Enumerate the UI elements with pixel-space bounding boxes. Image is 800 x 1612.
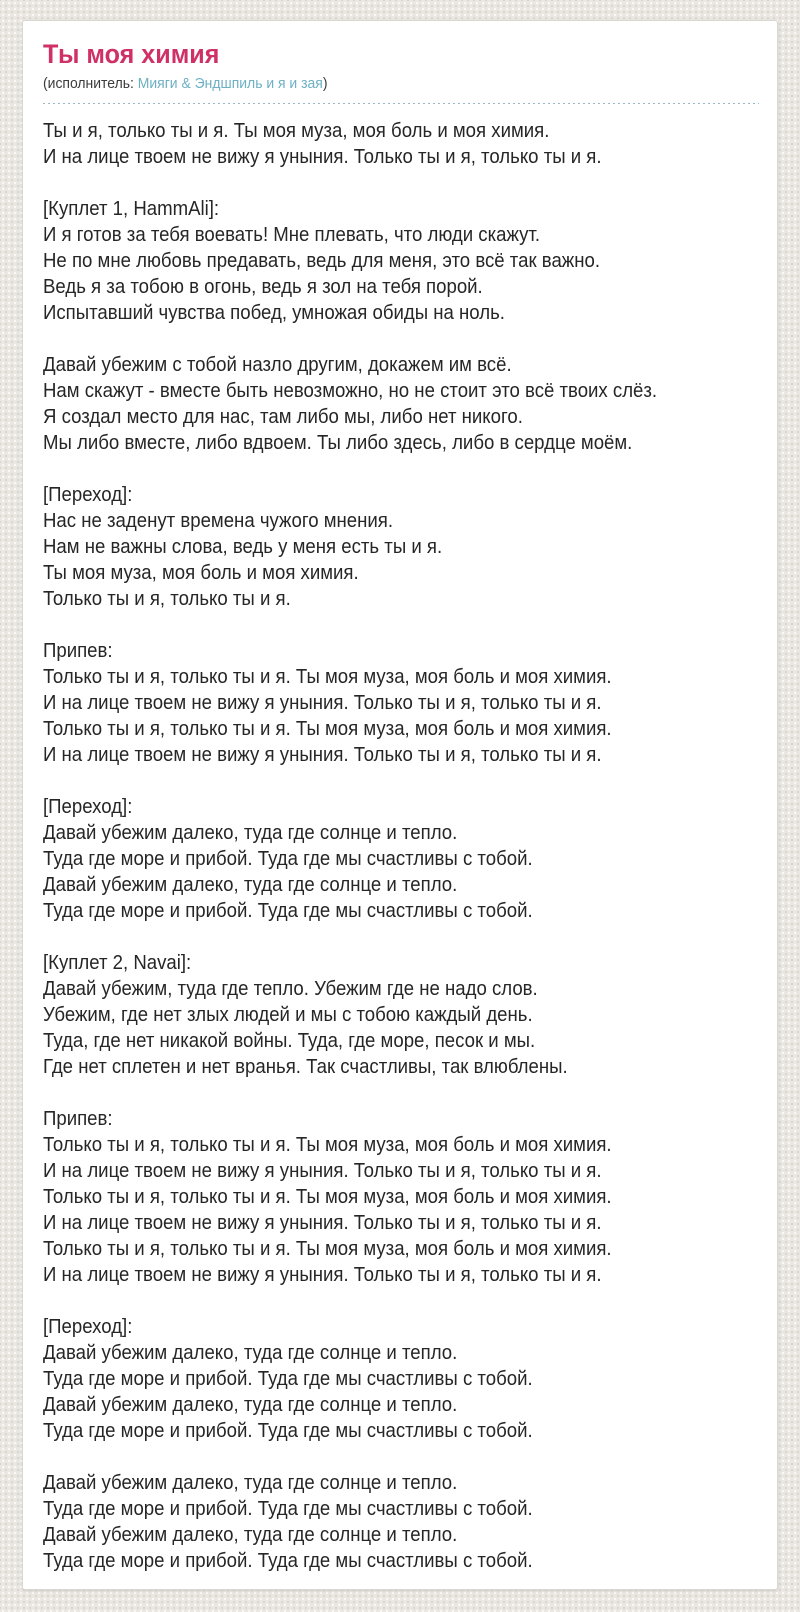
lyric-line: Только ты и я, только ты и я. Ты моя муза, моя боль и моя химия. (43, 718, 612, 740)
lyric-line: Ты и я, только ты и я. Ты моя муза, моя боль и моя химия. (43, 120, 550, 142)
lyric-line: Туда, где нет никакой войны. Туда, где море, песок и мы. (43, 1030, 536, 1052)
dotted-separator (43, 103, 759, 105)
lyrics-text (43, 118, 759, 1574)
lyric-line: Давай убежим, туда где тепло. Убежим где не надо слов. (43, 978, 538, 1000)
lyric-paragraph (43, 794, 759, 924)
lyric-line: Туда где море и прибой. Туда где мы счастливы с тобой. (43, 1498, 533, 1520)
lyric-line: Туда где море и прибой. Туда где мы счастливы с тобой. (43, 900, 533, 922)
lyric-paragraph (43, 352, 759, 456)
lyric-line: Только ты и я, только ты и я. Ты моя муза, моя боль и моя химия. (43, 666, 612, 688)
lyric-line: Туда где море и прибой. Туда где мы счастливы с тобой. (43, 1368, 533, 1390)
lyric-paragraph (43, 950, 759, 1080)
artist-row (43, 74, 709, 103)
lyric-line: Нас не заденут времена чужого мнения. (43, 510, 394, 532)
lyric-line: И на лице твоем не вижу я уныния. Только ты и я, только ты и я. (43, 692, 602, 714)
lyric-line: Давай убежим далеко, туда где солнце и тепло. (43, 1394, 458, 1416)
lyric-line: [Переход]: (43, 1316, 133, 1338)
lyric-line: Нам не важны слова, ведь у меня есть ты и я. (43, 536, 443, 558)
lyric-line: Мы либо вместе, либо вдвоем. Ты либо здесь, либо в сердце моём. (43, 432, 633, 454)
lyric-line: Испытавший чувства побед, умножая обиды на ноль. (43, 302, 505, 324)
artist-link[interactable]: Мияги & Эндшпиль и я и зая (137, 75, 323, 92)
lyric-line: Не по мне любовь предавать, ведь для меня, это всё так важно. (43, 250, 601, 272)
lyric-paragraph (43, 1470, 759, 1574)
lyric-paragraph (43, 118, 759, 170)
lyric-line: Я создал место для нас, там либо мы, либо нет никого. (43, 406, 523, 428)
lyric-paragraph (43, 1314, 759, 1444)
lyric-line: Ведь я за тобою в огонь, ведь я зол на тебя порой. (43, 276, 483, 298)
lyric-line: Только ты и я, только ты и я. Ты моя муза, моя боль и моя химия. (43, 1186, 612, 1208)
lyric-line: Давай убежим далеко, туда где солнце и тепло. (43, 874, 458, 896)
lyric-line: Только ты и я, только ты и я. Ты моя муза, моя боль и моя химия. (43, 1134, 612, 1156)
lyric-line: [Куплет 2, Navai]: (43, 952, 192, 974)
lyric-line: Припев: (43, 640, 113, 662)
lyric-line: Нам скажут - вместе быть невозможно, но не стоит это всё твоих слёз. (43, 380, 658, 402)
lyric-paragraph (43, 1106, 759, 1288)
lyric-line: [Куплет 1, HammAli]: (43, 198, 220, 220)
lyric-line: Только ты и я, только ты и я. (43, 588, 291, 610)
lyric-line: Убежим, где нет злых людей и мы с тобою каждый день. (43, 1004, 533, 1026)
lyric-line: Ты моя муза, моя боль и моя химия. (43, 562, 359, 584)
lyric-line: И на лице твоем не вижу я уныния. Только ты и я, только ты и я. (43, 146, 602, 168)
lyric-line: [Переход]: (43, 484, 133, 506)
lyric-line: Где нет сплетен и нет вранья. Так счастливы, так влюблены. (43, 1056, 568, 1078)
lyric-line: Припев: (43, 1108, 113, 1130)
lyric-line: И на лице твоем не вижу я уныния. Только ты и я, только ты и я. (43, 1212, 602, 1234)
lyric-line: Давай убежим далеко, туда где солнце и тепло. (43, 822, 458, 844)
lyric-line: И на лице твоем не вижу я уныния. Только ты и я, только ты и я. (43, 1160, 602, 1182)
lyric-line: Туда где море и прибой. Туда где мы счастливы с тобой. (43, 848, 533, 870)
lyric-line: [Переход]: (43, 796, 133, 818)
artist-label-prefix: (исполнитель: (43, 75, 138, 92)
lyric-paragraph (43, 638, 759, 768)
lyric-line: Давай убежим далеко, туда где солнце и тепло. (43, 1342, 458, 1364)
lyric-line: Туда где море и прибой. Туда где мы счастливы с тобой. (43, 1420, 533, 1442)
lyric-line: Давай убежим далеко, туда где солнце и тепло. (43, 1472, 458, 1494)
lyric-line: И я готов за тебя воевать! Мне плевать, что люди скажут. (43, 224, 541, 246)
lyric-line: Давай убежим далеко, туда где солнце и тепло. (43, 1524, 458, 1546)
lyric-paragraph (43, 196, 759, 326)
lyric-paragraph (43, 482, 759, 612)
song-title: Ты моя химия (43, 39, 220, 69)
artist-label-suffix: ) (322, 75, 328, 92)
lyric-line: И на лице твоем не вижу я уныния. Только ты и я, только ты и я. (43, 744, 602, 766)
lyrics-card (22, 20, 778, 1590)
lyric-line: Давай убежим с тобой назло другим, докажем им всё. (43, 354, 512, 376)
lyric-line: И на лице твоем не вижу я уныния. Только ты и я, только ты и я. (43, 1264, 602, 1286)
lyric-line: Туда где море и прибой. Туда где мы счастливы с тобой. (43, 1550, 533, 1572)
lyric-line: Только ты и я, только ты и я. Ты моя муза, моя боль и моя химия. (43, 1238, 612, 1260)
